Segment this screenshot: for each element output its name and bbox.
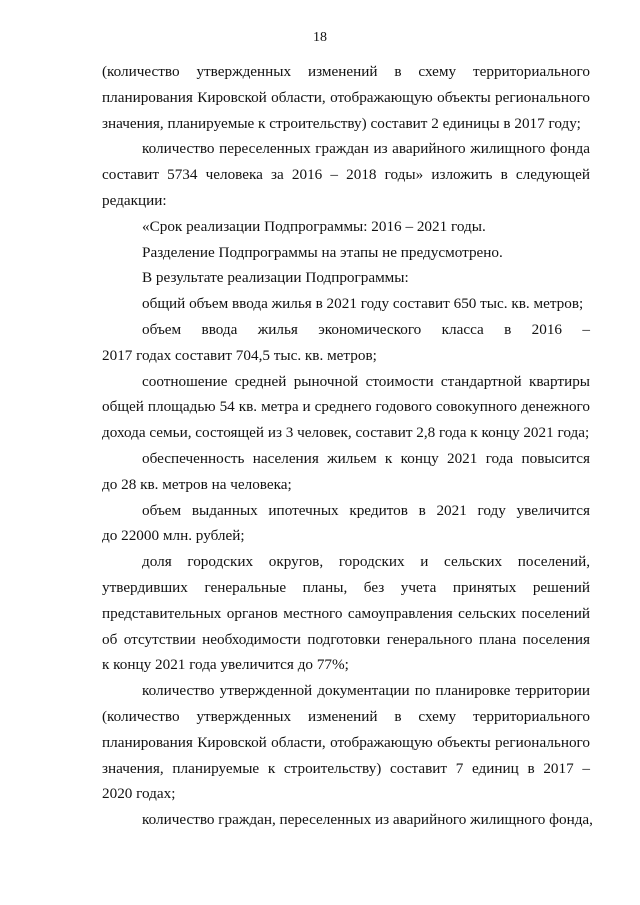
text-line: 2017 годах составит 704,5 тыс. кв. метров; (102, 346, 377, 364)
text-line: 2020 годах; (102, 785, 176, 803)
text-line: до 28 кв. метров на человека; (102, 475, 292, 493)
text-line: В результате реализации Подпрограммы: (142, 269, 409, 287)
text-line: до 22000 млн. рублей; (102, 527, 245, 545)
text-line: общей площадью 54 кв. метра и среднего годового совокупного денежного (102, 398, 590, 416)
text-line: составит 5734 человека за 2016 – 2018 годы» изложить в следующей (102, 166, 590, 184)
text-line: планирования Кировской области, отображающую объекты регионального (102, 88, 590, 106)
text-line: количество переселенных граждан из аварийного жилищного фонда (142, 140, 590, 158)
text-line: планирования Кировской области, отображающую объекты регионального (102, 733, 590, 751)
text-line: (количество утвержденных изменений в схему территориального (102, 63, 590, 80)
page-number: 18 (313, 30, 327, 45)
text-line: редакции: (102, 191, 167, 209)
text-line: количество граждан, переселенных из аварийного жилищного фонда, (142, 811, 593, 829)
text-line: объем ввода жилья экономического класса в 2016 – (142, 320, 590, 338)
text-line: утвердивших генеральные планы, без учета принятых решений (102, 578, 590, 596)
text-line: обеспеченность населения жильем к концу 2021 года повысится (142, 449, 590, 467)
text-line: представительных органов местного самоуправления сельских поселений (102, 604, 590, 622)
text-line: «Срок реализации Подпрограммы: 2016 – 2021 годы. (142, 217, 486, 235)
text-line: значения, планируемые к строительству) составит 7 единиц в 2017 – (102, 759, 590, 777)
text-line: общий объем ввода жилья в 2021 году составит 650 тыс. кв. метров; (142, 295, 584, 313)
text-line: соотношение средней рыночной стоимости стандартной квартиры (142, 372, 590, 390)
text-line: Разделение Подпрограммы на этапы не предусмотрено. (142, 243, 503, 261)
text-line: доля городских округов, городских и сельских поселений, (142, 553, 590, 571)
body-text (102, 59, 593, 833)
text-line: к концу 2021 года увеличится до 77%; (102, 656, 349, 674)
text-line: дохода семьи, состоящей из 3 человек, составит 2,8 года к концу 2021 года; (102, 424, 590, 442)
text-line: значения, планируемые к строительству) составит 2 единицы в 2017 году; (102, 114, 581, 132)
text-line: количество утвержденной документации по планировке территории (142, 682, 590, 700)
text-line: (количество утвержденных изменений в схему территориального (102, 707, 590, 725)
text-line: об отсутствии необходимости подготовки генерального плана поселения (102, 630, 590, 648)
text-line: объем выданных ипотечных кредитов в 2021 году увеличится (142, 501, 590, 519)
